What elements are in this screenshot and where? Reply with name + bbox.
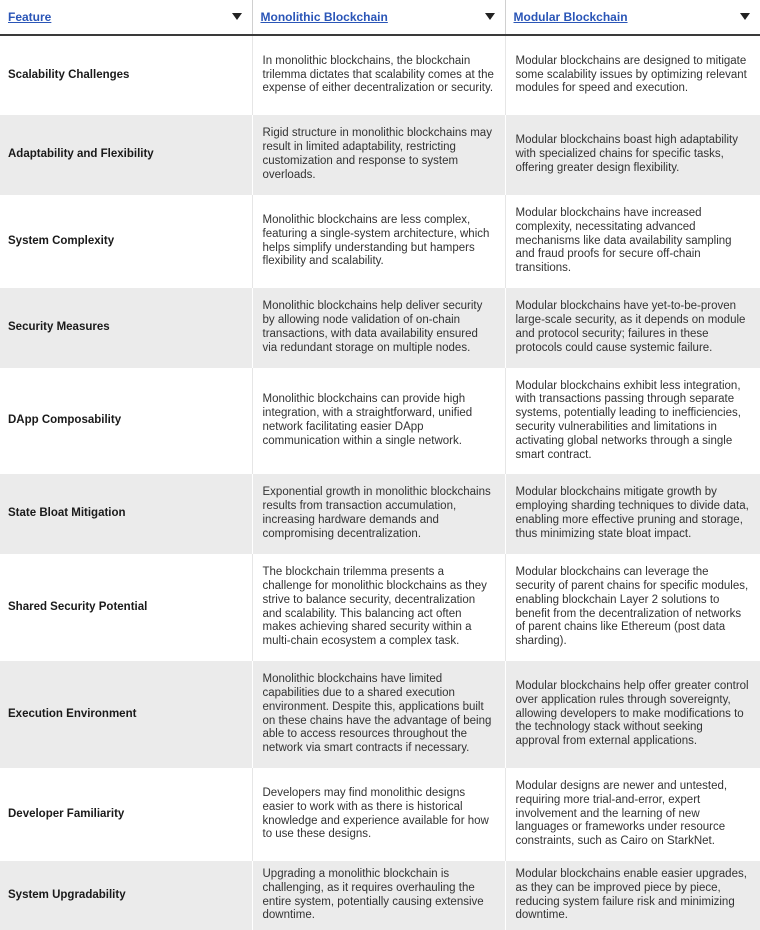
feature-cell: DApp Composability [0,368,252,474]
modular-cell: Modular blockchains have increased complexity, necessitating advanced mechanisms like data availability sampling and fraud proofs for secure off-chain transitions. [505,195,760,288]
modular-cell: Modular blockchains enable easier upgrades, as they can be improved piece by piece, reducing system failure risk and minimizing downtime. [505,861,760,930]
table-row [0,368,760,474]
table-row [0,474,760,554]
monolithic-cell: Rigid structure in monolithic blockchains may result in limited adaptability, restricting customization and response to system overloads. [252,115,505,195]
modular-cell: Modular blockchains have yet-to-be-proven large-scale security, as it depends on module and protocol security; failures in these protocols could cause systemic failure. [505,288,760,368]
header-row [0,0,760,35]
table-row [0,768,760,861]
header-modular [505,0,760,35]
table-row [0,554,760,661]
modular-cell: Modular designs are newer and untested, requiring more trial-and-error, expert involvement and the learning of new languages or frameworks under resource constraints, such as Cairo on StarkNet. [505,768,760,861]
monolithic-cell: Developers may find monolithic designs easier to work with as there is historical knowledge and experience available for how to use these designs. [252,768,505,861]
feature-cell: Adaptability and Flexibility [0,115,252,195]
modular-cell: Modular blockchains boast high adaptability with specialized chains for specific tasks, offering greater design flexibility. [505,115,760,195]
modular-cell: Modular blockchains mitigate growth by employing sharding techniques to divide data, enabling more effective pruning and storage, thus minimizing state bloat impact. [505,474,760,554]
sort-caret-down-icon[interactable] [232,13,242,20]
monolithic-cell: The blockchain trilemma presents a challenge for monolithic blockchains as they strive to balance security, decentralization and scalability. This balancing act often makes achieving shared security within a multi-chain ecosystem a complex task. [252,554,505,661]
header-monolithic [252,0,505,35]
modular-cell: Modular blockchains exhibit less integration, with transactions passing through separate systems, potentially leading to inefficiencies, security vulnerabilities and limitations in activating global networks through a single smart contract. [505,368,760,474]
feature-cell: Shared Security Potential [0,554,252,661]
sort-monolithic-link[interactable]: Monolithic Blockchain [260,10,388,24]
modular-cell: Modular blockchains help offer greater control over application rules through sovereignty, allowing developers to make modifications to the technology stack without seeking approval from external applications. [505,661,760,768]
monolithic-cell: In monolithic blockchains, the blockchain trilemma dictates that scalability comes at the expense of either decentralization or security. [252,35,505,115]
monolithic-cell: Monolithic blockchains have limited capabilities due to a shared execution environment. Despite this, applications built on these chains have the advantage of being able to access resources throughout the network via smart contracts if necessary. [252,661,505,768]
feature-cell: System Upgradability [0,861,252,930]
monolithic-cell: Monolithic blockchains can provide high integration, with a straightforward, unified network facilitating easier DApp communication within a single network. [252,368,505,474]
table-row [0,861,760,930]
sort-caret-down-icon[interactable] [485,13,495,20]
feature-cell: System Complexity [0,195,252,288]
feature-cell: State Bloat Mitigation [0,474,252,554]
header-feature [0,0,252,35]
monolithic-cell: Monolithic blockchains are less complex, featuring a single-system architecture, which helps simplify understanding but hampers flexibility and scalability. [252,195,505,288]
feature-cell: Developer Familiarity [0,768,252,861]
modular-cell: Modular blockchains can leverage the security of parent chains for specific modules, enabling blockchain Layer 2 solutions to benefit from the decentralization of networks of parent chains like Ethereum (post data sharding). [505,554,760,661]
monolithic-cell: Upgrading a monolithic blockchain is challenging, as it requires overhauling the entire system, potentially causing extensive downtime. [252,861,505,930]
modular-cell: Modular blockchains are designed to mitigate some scalability issues by optimizing relevant modules for speed and execution. [505,35,760,115]
monolithic-cell: Monolithic blockchains help deliver security by allowing node validation of on-chain transactions, with data availability ensured via redundant storage on multiple nodes. [252,288,505,368]
monolithic-cell: Exponential growth in monolithic blockchains results from transaction accumulation, increasing hardware demands and compromising decentralization. [252,474,505,554]
sort-caret-down-icon[interactable] [740,13,750,20]
feature-cell: Execution Environment [0,661,252,768]
table-row [0,288,760,368]
sort-feature-link[interactable]: Feature [8,10,52,24]
sort-modular-link[interactable]: Modular Blockchain [513,10,628,24]
table-row [0,35,760,115]
table-body [0,35,760,930]
feature-cell: Security Measures [0,288,252,368]
table-row [0,661,760,768]
table-row [0,195,760,288]
feature-cell: Scalability Challenges [0,35,252,115]
table-header [0,0,760,35]
table-row [0,115,760,195]
